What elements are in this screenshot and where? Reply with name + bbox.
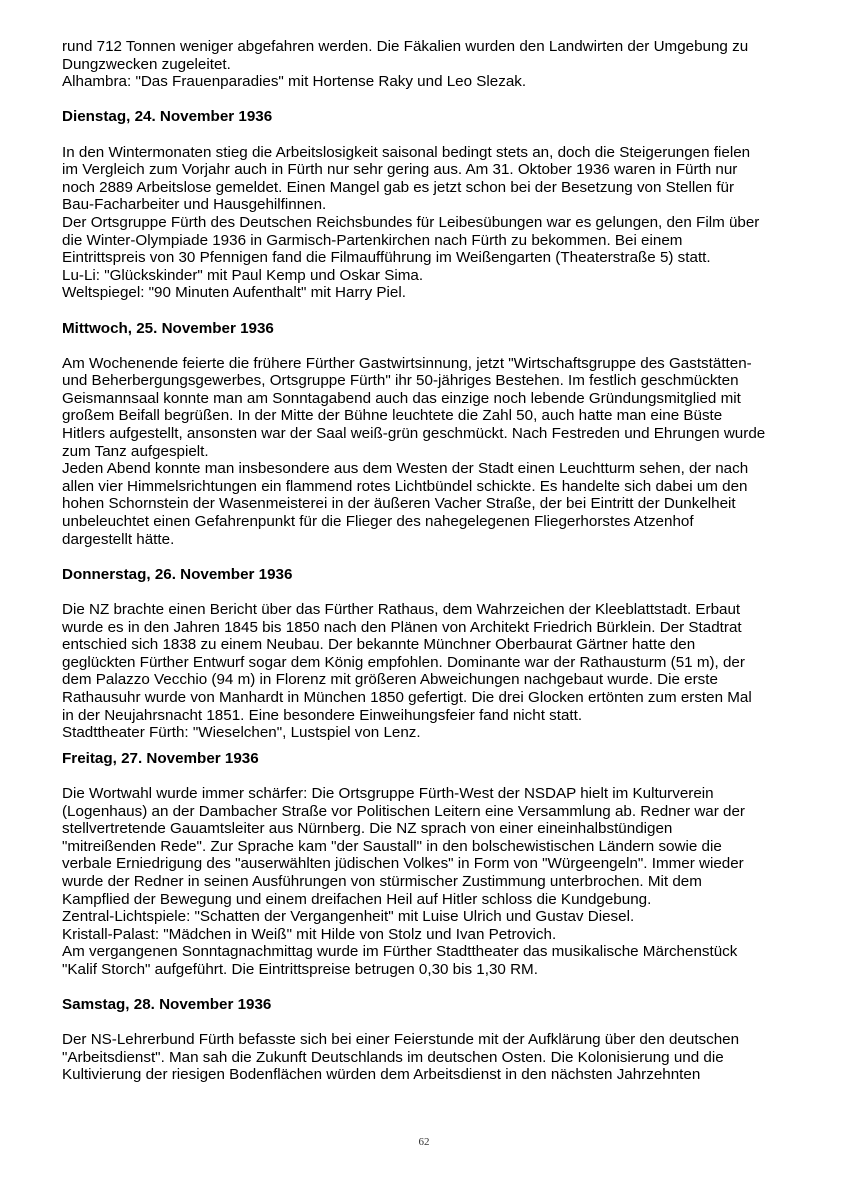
- document-body: [62, 38, 802, 1084]
- text-line: die Winter-Olympiade 1936 in Garmisch-Partenkirchen nach Fürth zu bekommen. Bei einem: [62, 231, 683, 249]
- intro-paragraph: [62, 38, 802, 91]
- section-donnerstag: [62, 566, 802, 742]
- text-line: Die Wortwahl wurde immer schärfer: Die Ortsgruppe Fürth-West der NSDAP hielt im Kulturverein: [62, 784, 714, 802]
- section-heading: Samstag, 28. November 1936: [62, 996, 272, 1014]
- text-line: rund 712 Tonnen weniger abgefahren werden. Die Fäkalien wurden den Landwirten der Umgebung zu: [62, 38, 749, 55]
- text-line: allen vier Himmelsrichtungen ein flammend rotes Lichtbündel schickte. Es handelte sich dabei um den: [62, 477, 748, 495]
- text-line: Eintrittspreis von 30 Pfennigen fand die Filmaufführung im Weißengarten (Theaterstraße 5) statt.: [62, 249, 711, 267]
- text-line: verbale Erniedrigung des "auserwählten jüdischen Volkes" in Form von "Würgeengeln". Immer wieder: [62, 855, 744, 873]
- text-line: geglückten Fürther Entwurf sogar dem König empfohlen. Dominante war der Rathausturm (51 m), der: [62, 653, 745, 671]
- section-freitag: [62, 750, 802, 979]
- text-line: Kultivierung der riesigen Bodenflächen würden dem Arbeitsdienst in den nächsten Jahrzehnten: [62, 1066, 701, 1084]
- section-heading: Freitag, 27. November 1936: [62, 749, 259, 767]
- text-line: Jeden Abend konnte man insbesondere aus dem Westen der Stadt einen Leuchtturm sehen, der nach: [62, 460, 749, 478]
- text-line: (Logenhaus) an der Dambacher Straße vor Politischen Leitern eine Versammlung ab. Redner war der: [62, 802, 745, 820]
- text-line: "Arbeitsdienst". Man sah die Zukunft Deutschlands im deutschen Osten. Die Kolonisierung und die: [62, 1048, 724, 1066]
- section-heading: Donnerstag, 26. November 1936: [62, 565, 293, 583]
- text-line: in der Neujahrsnacht 1851. Eine besondere Einweihungsfeier fand nicht statt.: [62, 706, 583, 724]
- text-line: dem Palazzo Vecchio (94 m) in Florenz mit größeren Abweichungen nachgebaut wurde. Die erste: [62, 671, 718, 689]
- text-line: stellvertretende Gauamtsleiter aus Nürnberg. Die NZ sprach von einer eineinhalbstündigen: [62, 820, 673, 838]
- text-line: Zentral-Lichtspiele: "Schatten der Vergangenheit" mit Luise Ulrich und Gustav Diesel.: [62, 908, 635, 926]
- text-line: Rathausuhr wurde von Manhardt in München 1850 gefertigt. Die drei Glocken ertönten zum ersten Mal: [62, 688, 752, 706]
- text-line: Geismannsaal konnte man am Sonntagabend auch das einzige noch lebende Gründungsmitglied mit: [62, 389, 741, 407]
- text-line: Kampflied der Bewegung und einem dreifachen Heil auf Hitler schloss die Kundgebung.: [62, 890, 652, 908]
- text-line: wurde der Redner in seinen Ausführungen von stürmischer Zustimmung unterbrochen. Mit dem: [62, 872, 702, 890]
- text-line: Die NZ brachte einen Bericht über das Fürther Rathaus, dem Wahrzeichen der Kleeblattstadt. Erbaut: [62, 601, 741, 618]
- text-line: Weltspiegel: "90 Minuten Aufenthalt" mit Harry Piel.: [62, 284, 406, 302]
- text-line: entschied sich 1838 zu einem Neubau. Der bekannte Münchner Oberbaurat Gärtner hatte den: [62, 636, 696, 654]
- text-line: wurde es in den Jahren 1845 bis 1850 nach den Plänen von Architekt Friedrich Bürklein. Der Stadtrat: [62, 618, 742, 636]
- text-line: hohen Schornstein der Wasenmeisterei in der äußeren Vacher Straße, der bei Eintritt der Dunkelheit: [62, 495, 736, 513]
- section-heading: Dienstag, 24. November 1936: [62, 108, 273, 126]
- text-line: Stadttheater Fürth: "Wieselchen", Lustspiel von Lenz.: [62, 724, 421, 742]
- text-line: Der NS-Lehrerbund Fürth befasste sich bei einer Feierstunde mit der Aufklärung über den deutschen: [62, 1031, 740, 1049]
- text-line: großem Beifall begrüßen. In der Mitte der Bühne leuchtete die Zahl 50, auch hatte man eine Büste: [62, 407, 723, 425]
- text-line: In den Wintermonaten stieg die Arbeitslosigkeit saisonal bedingt stets an, doch die Steigerungen fielen: [62, 143, 751, 161]
- text-line: "Kalif Storch" aufgeführt. Die Eintrittspreise betrugen 0,30 bis 1,30 RM.: [62, 960, 538, 978]
- section-samstag: [62, 996, 802, 1084]
- section-heading: Mittwoch, 25. November 1936: [62, 319, 274, 337]
- section-mittwoch: [62, 320, 802, 549]
- text-line: Lu-Li: "Glückskinder" mit Paul Kemp und Oskar Sima.: [62, 266, 424, 284]
- text-line: Der Ortsgruppe Fürth des Deutschen Reichsbundes für Leibesübungen war es gelungen, den Film über: [62, 213, 760, 231]
- text-line: Bau-Facharbeiter und Hausgehilfinnen.: [62, 196, 327, 214]
- text-line: noch 2889 Arbeitslose gemeldet. Einen Mangel gab es jetzt schon bei der Besetzung von Stellen für: [62, 178, 735, 196]
- page-number: 62: [418, 1136, 430, 1148]
- text-line: Alhambra: "Das Frauenparadies" mit Hortense Raky und Leo Slezak.: [62, 73, 527, 91]
- text-line: zum Tanz aufgespielt.: [62, 442, 209, 460]
- text-line: Dungzwecken zugeleitet.: [62, 55, 231, 73]
- text-line: Am vergangenen Sonntagnachmittag wurde im Fürther Stadttheater das musikalische Märchenstück: [62, 943, 738, 961]
- text-line: Kristall-Palast: "Mädchen in Weiß" mit Hilde von Stolz und Ivan Petrovich.: [62, 925, 557, 943]
- text-line: dargestellt hätte.: [62, 530, 175, 548]
- section-dienstag: [62, 108, 802, 302]
- text-line: Hitlers aufgestellt, ansonsten war der Saal weiß-grün geschmückt. Nach Festreden und Ehrungen wurde: [62, 425, 766, 443]
- text-line: "mitreißenden Rede". Zur Sprache kam "der Saustall" in den bolschewistischen Ländern sowie die: [62, 837, 722, 855]
- text-line: und Beherbergungsgewerbes, Ortsgruppe Fürth" ihr 50-jähriges Bestehen. Im festlich geschmückten: [62, 372, 739, 390]
- text-line: Am Wochenende feierte die frühere Fürther Gastwirtsinnung, jetzt "Wirtschaftsgruppe des Gaststätten-: [62, 354, 752, 372]
- text-line: im Vergleich zum Vorjahr auch in Fürth nur sehr gering aus. Am 31. Oktober 1936 waren in Fürth nur: [62, 161, 738, 179]
- text-line: unbeleuchtet einen Gefahrenpunkt für die Flieger des nahegelegenen Fliegerhorstes Atzenhof: [62, 513, 694, 531]
